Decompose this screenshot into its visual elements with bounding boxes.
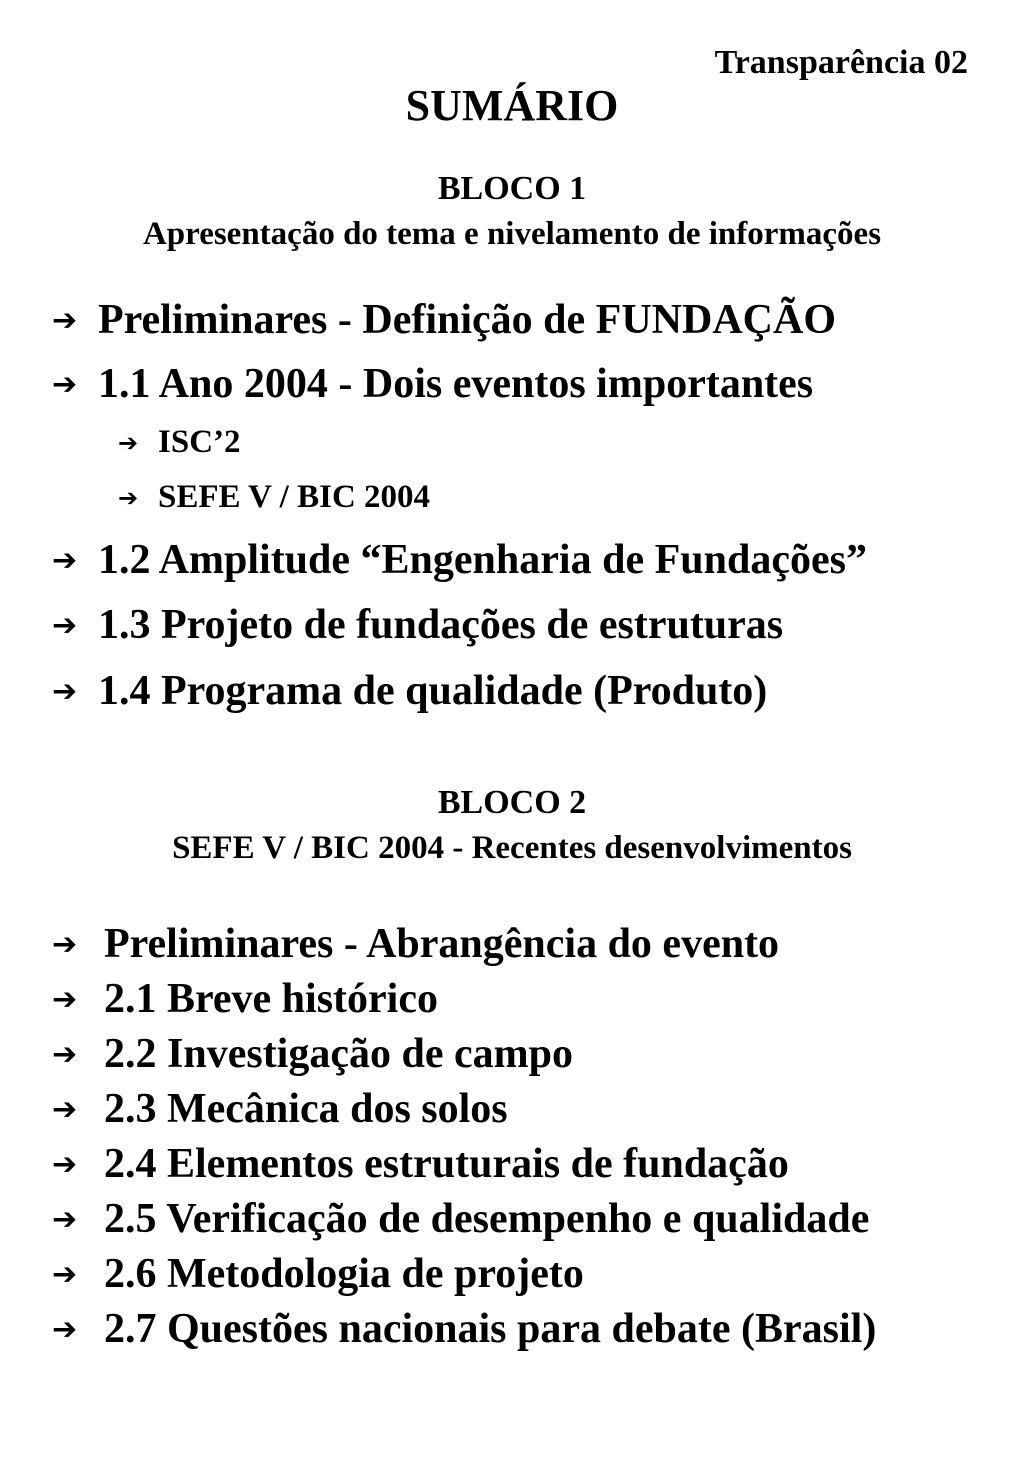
- bloco-1-item-label: Preliminares - Definição de FUNDAÇÃO: [98, 297, 836, 343]
- bloco-2-item-label: Preliminares - Abrangência do evento: [104, 921, 780, 967]
- right-arrow-icon: ➔: [52, 673, 78, 709]
- bloco-1-subitem-label: SEFE V / BIC 2004: [158, 479, 431, 515]
- right-arrow-icon: ➔: [118, 428, 139, 457]
- bloco-2-item: [52, 975, 438, 1023]
- bloco-2-subtitle: SEFE V / BIC 2004 - Recentes desenvolvimentos: [172, 830, 852, 866]
- bloco-1-item-label: 1.4 Programa de qualidade (Produto): [98, 668, 768, 714]
- bloco-1-subitem: [118, 479, 430, 516]
- bloco-2-item: [52, 1030, 573, 1078]
- bloco-2-item: [52, 1195, 869, 1243]
- bloco-1-item: [52, 536, 867, 584]
- right-arrow-icon: ➔: [52, 607, 78, 643]
- right-arrow-icon: ➔: [52, 302, 78, 338]
- bloco-2-item-label: 2.5 Verificação de desempenho e qualidade: [104, 1196, 870, 1242]
- transparency-label: Transparência 02: [714, 44, 968, 81]
- right-arrow-icon: ➔: [52, 926, 78, 962]
- bloco-2-item-label: 2.7 Questões nacionais para debate (Brasil): [104, 1306, 877, 1352]
- bloco-1-item: [52, 667, 767, 715]
- bloco-1-subitem-label: ISC’2: [158, 424, 241, 460]
- bloco-1-item-label: 1.3 Projeto de fundações de estruturas: [98, 602, 784, 648]
- bloco-2-item-label: 2.1 Breve histórico: [104, 976, 438, 1022]
- bloco-1-item: [52, 601, 783, 649]
- bloco-1-subtitle: Apresentação do tema e nivelamento de informações: [142, 216, 882, 252]
- right-arrow-icon: ➔: [52, 366, 78, 402]
- right-arrow-icon: ➔: [52, 1091, 78, 1127]
- right-arrow-icon: ➔: [52, 1036, 78, 1072]
- right-arrow-icon: ➔: [52, 542, 78, 578]
- bloco-1-item: [52, 360, 813, 408]
- bloco-2-label: BLOCO 2: [437, 784, 587, 821]
- right-arrow-icon: ➔: [52, 981, 78, 1017]
- bloco-1-label: BLOCO 1: [437, 170, 587, 207]
- bloco-2-item-label: 2.6 Metodologia de projeto: [104, 1251, 584, 1297]
- bloco-2-item: [52, 1250, 584, 1298]
- right-arrow-icon: ➔: [52, 1146, 78, 1182]
- bloco-2-item-label: 2.3 Mecânica dos solos: [104, 1086, 508, 1132]
- bloco-2-item: [52, 1085, 508, 1133]
- right-arrow-icon: ➔: [52, 1311, 78, 1347]
- bloco-2-item-label: 2.2 Investigação de campo: [104, 1031, 573, 1077]
- bloco-2-item: [52, 1305, 876, 1353]
- bloco-1-item-label: 1.2 Amplitude “Engenharia de Fundações”: [98, 537, 867, 583]
- bloco-1-item: [52, 296, 836, 344]
- bloco-2-item-label: 2.4 Elementos estruturais de fundação: [104, 1141, 789, 1187]
- bloco-1-subitem: [118, 424, 241, 461]
- bloco-1-item-label: 1.1 Ano 2004 - Dois eventos importantes: [98, 361, 814, 407]
- page-title: SUMÁRIO: [405, 81, 619, 130]
- right-arrow-icon: ➔: [52, 1201, 78, 1237]
- bloco-2-item: [52, 1140, 789, 1188]
- bloco-2-item: [52, 920, 779, 968]
- right-arrow-icon: ➔: [52, 1256, 78, 1292]
- right-arrow-icon: ➔: [118, 483, 139, 512]
